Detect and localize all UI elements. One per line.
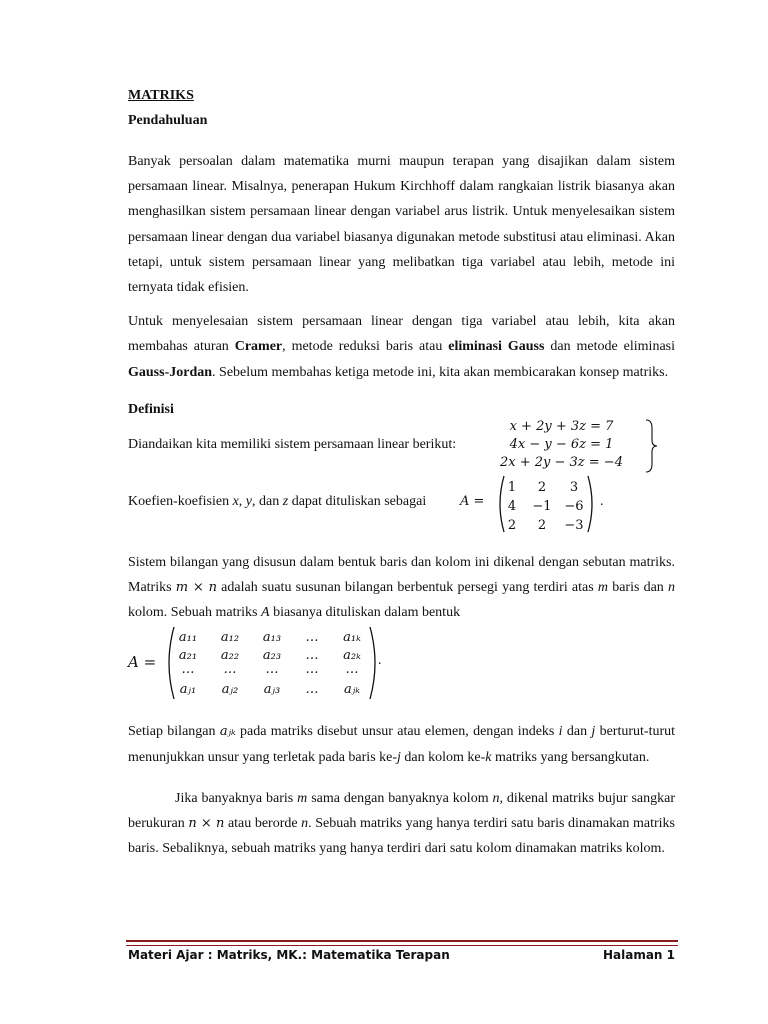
- matrix-cell: a₁₂: [220, 630, 240, 646]
- matrix-a-cell: 2: [507, 517, 517, 533]
- text-run: Setiap bilangan: [128, 724, 220, 740]
- text-run: pada matriks disebut unsur atau elemen, dengan indeks: [235, 724, 559, 740]
- text-run: dan: [562, 724, 592, 740]
- var-m: m: [597, 580, 608, 596]
- left-paren-icon: [500, 476, 504, 532]
- var-m: m: [297, 790, 308, 806]
- general-matrix-period: .: [378, 653, 382, 669]
- var-i: i: [558, 724, 563, 740]
- text-run: Jika banyaknya baris: [175, 790, 298, 806]
- text-run: kolom. Sebuah matriks: [128, 605, 261, 621]
- matrix-cell: a₁₃: [262, 630, 282, 646]
- matrix-a-cell: −6: [564, 498, 584, 514]
- matrix-a-period: .: [600, 493, 604, 509]
- matrix-a-cell: 4: [507, 498, 517, 514]
- general-matrix-lhs: A =: [128, 653, 157, 672]
- matrix-a-cell: 1: [507, 479, 517, 495]
- term-cramer: Cramer: [234, 339, 283, 355]
- var-n: n: [301, 816, 309, 832]
- matrix-cell: aⱼ₁: [179, 682, 197, 698]
- matrix-cell: a₂₂: [220, 648, 240, 664]
- var-j: j: [591, 724, 596, 740]
- matrix-a-cell: 2: [537, 479, 547, 495]
- matrix-cell: aⱼₖ: [344, 682, 360, 698]
- matrix-cell: a₁₁: [178, 630, 198, 646]
- coefficient-matrix-line: [128, 474, 675, 536]
- matrix-cell: …: [345, 662, 359, 678]
- general-matrix: [128, 625, 675, 701]
- matrix-a-cell: 3: [569, 479, 579, 495]
- matrix-a-cell: −3: [564, 517, 584, 533]
- footer-rule-thick: [126, 940, 678, 942]
- math-ajk: aⱼₖ: [219, 724, 236, 740]
- matrix-cell: a₂₁: [178, 648, 198, 664]
- var-n: n: [492, 790, 500, 806]
- matrix-cell: a₁ₖ: [343, 630, 361, 646]
- matrix-cell: …: [305, 682, 319, 698]
- var-n: n: [668, 580, 675, 596]
- matrix-a: [496, 474, 600, 534]
- var-z: z: [282, 493, 289, 509]
- footer-page-number: Halaman 1: [602, 948, 675, 962]
- text-run: baris dan: [608, 580, 668, 596]
- matrix-cell: aⱼ₂: [221, 682, 239, 698]
- doc-title: MATRIKS: [128, 88, 194, 103]
- section-heading-intro: Pendahuluan: [128, 113, 208, 128]
- var-x: x: [232, 493, 239, 509]
- matrix-cell: …: [223, 662, 237, 678]
- matrix-cell: …: [305, 630, 319, 646]
- equation-system: [128, 418, 675, 474]
- matrix-cell: …: [181, 662, 195, 678]
- math-mxn: m × n: [175, 580, 217, 596]
- system-equations: [500, 418, 623, 472]
- text-run: . Sebelum membahas ketiga metode ini, kita akan membicarakan konsep matriks.: [212, 364, 669, 380]
- text-run: Koefien-koefisien: [128, 493, 233, 509]
- text-run: , metode reduksi baris atau: [282, 339, 449, 355]
- text-run: . Sebuah matriks yang hanya terdiri satu baris dinamakan matriks baris. Sebaliknya, sebuah matriks yang hanya terdiri dari satu kolom dinamakan matriks kolom.: [128, 816, 675, 857]
- paragraph-matrix-definition: [128, 550, 675, 626]
- term-gauss: eliminasi Gauss: [448, 339, 545, 355]
- section-heading-definition: Definisi: [128, 401, 174, 417]
- paragraph-elements: [128, 719, 675, 769]
- text-run: Untuk menyelesaian sistem persamaan linear dengan tiga variabel atau lebih, kita akan membahas aturan: [128, 314, 675, 355]
- matrix-cell: aⱼ₃: [263, 682, 281, 698]
- text-run: sama dengan banyaknya kolom: [307, 790, 493, 806]
- equation-1: x + 2y + 3z = 7: [509, 418, 614, 434]
- text-run: ,: [238, 493, 246, 509]
- equation-2: 4x − y − 6z = 1: [509, 436, 614, 452]
- matrix-cell: …: [265, 662, 279, 678]
- var-y: y: [245, 493, 253, 509]
- var-a: A: [261, 605, 270, 621]
- right-paren-icon: [588, 476, 592, 532]
- right-paren-icon: [370, 627, 375, 699]
- matrix-a-cell: 2: [537, 517, 547, 533]
- general-matrix-body: [164, 625, 384, 701]
- left-paren-icon: [169, 627, 174, 699]
- term-gauss-jordan: Gauss-Jordan: [128, 364, 213, 380]
- equation-3: 2x + 2y − 3z = −4: [500, 454, 623, 470]
- text-run: dan kolom ke-: [400, 749, 486, 765]
- paragraph-square-matrix: [128, 786, 675, 862]
- var-j: j: [397, 749, 401, 765]
- text-run: Sistem bilangan yang disusun dalam bentuk baris dan kolom ini dikenal dengan sebutan matriks. Matriks: [128, 554, 675, 596]
- text-run: biasanya dituliskan dalam bentuk: [269, 605, 461, 621]
- matrix-a-cell: −1: [532, 498, 552, 514]
- text-run: berturut-turut menunjukkan unsur yang terletak pada baris ke-: [128, 724, 676, 765]
- var-k: k: [485, 749, 492, 765]
- text-run: atau berorde: [224, 816, 302, 832]
- paragraph-intro: Banyak persoalan dalam matematika murni maupun terapan yang disajikan dalam sistem persamaan linear. Misalnya, penerapan Hukum Kirchhoff dalam rangkaian listrik biasanya akan menghasilkan sistem persamaan linear dengan variabel arus listrik. Untuk menyelesaikan sistem persamaan linear dengan dua variabel biasanya digunakan metode substitusi atau eliminasi. Akan tetapi, untuk sistem persamaan linear yang melibatkan tiga variabel atau lebih, metode ini ternyata tidak efisien.: [128, 154, 675, 296]
- matrix-cell: a₂₃: [262, 648, 282, 664]
- text-run: matriks yang bersangkutan.: [491, 749, 650, 765]
- coefficient-lead-text: [128, 494, 426, 510]
- right-brace-icon: [644, 418, 658, 474]
- matrix-a-lhs: A =: [460, 493, 485, 509]
- document-page: [128, 88, 675, 861]
- paragraph-methods: [128, 309, 675, 385]
- matrix-cell: …: [305, 648, 319, 664]
- text-run: , dan: [252, 493, 283, 509]
- text-run: adalah suatu susunan bilangan berbentuk persegi yang terdiri atas: [216, 580, 598, 596]
- text-run: dan metode eliminasi: [544, 339, 675, 355]
- footer-rule-thin: [126, 945, 678, 946]
- text-run: dapat dituliskan sebagai: [288, 493, 427, 509]
- footer-course-label: Materi Ajar : Matriks, MK.: Matematika Terapan: [128, 948, 450, 962]
- text-run: , dikenal matriks bujur sangkar berukuran: [128, 790, 675, 832]
- system-lead-text: Diandaikan kita memiliki sistem persamaan linear berikut:: [128, 436, 457, 452]
- matrix-cell: a₂ₖ: [343, 648, 361, 664]
- math-nxn: n × n: [188, 816, 225, 832]
- matrix-cell: …: [305, 662, 319, 678]
